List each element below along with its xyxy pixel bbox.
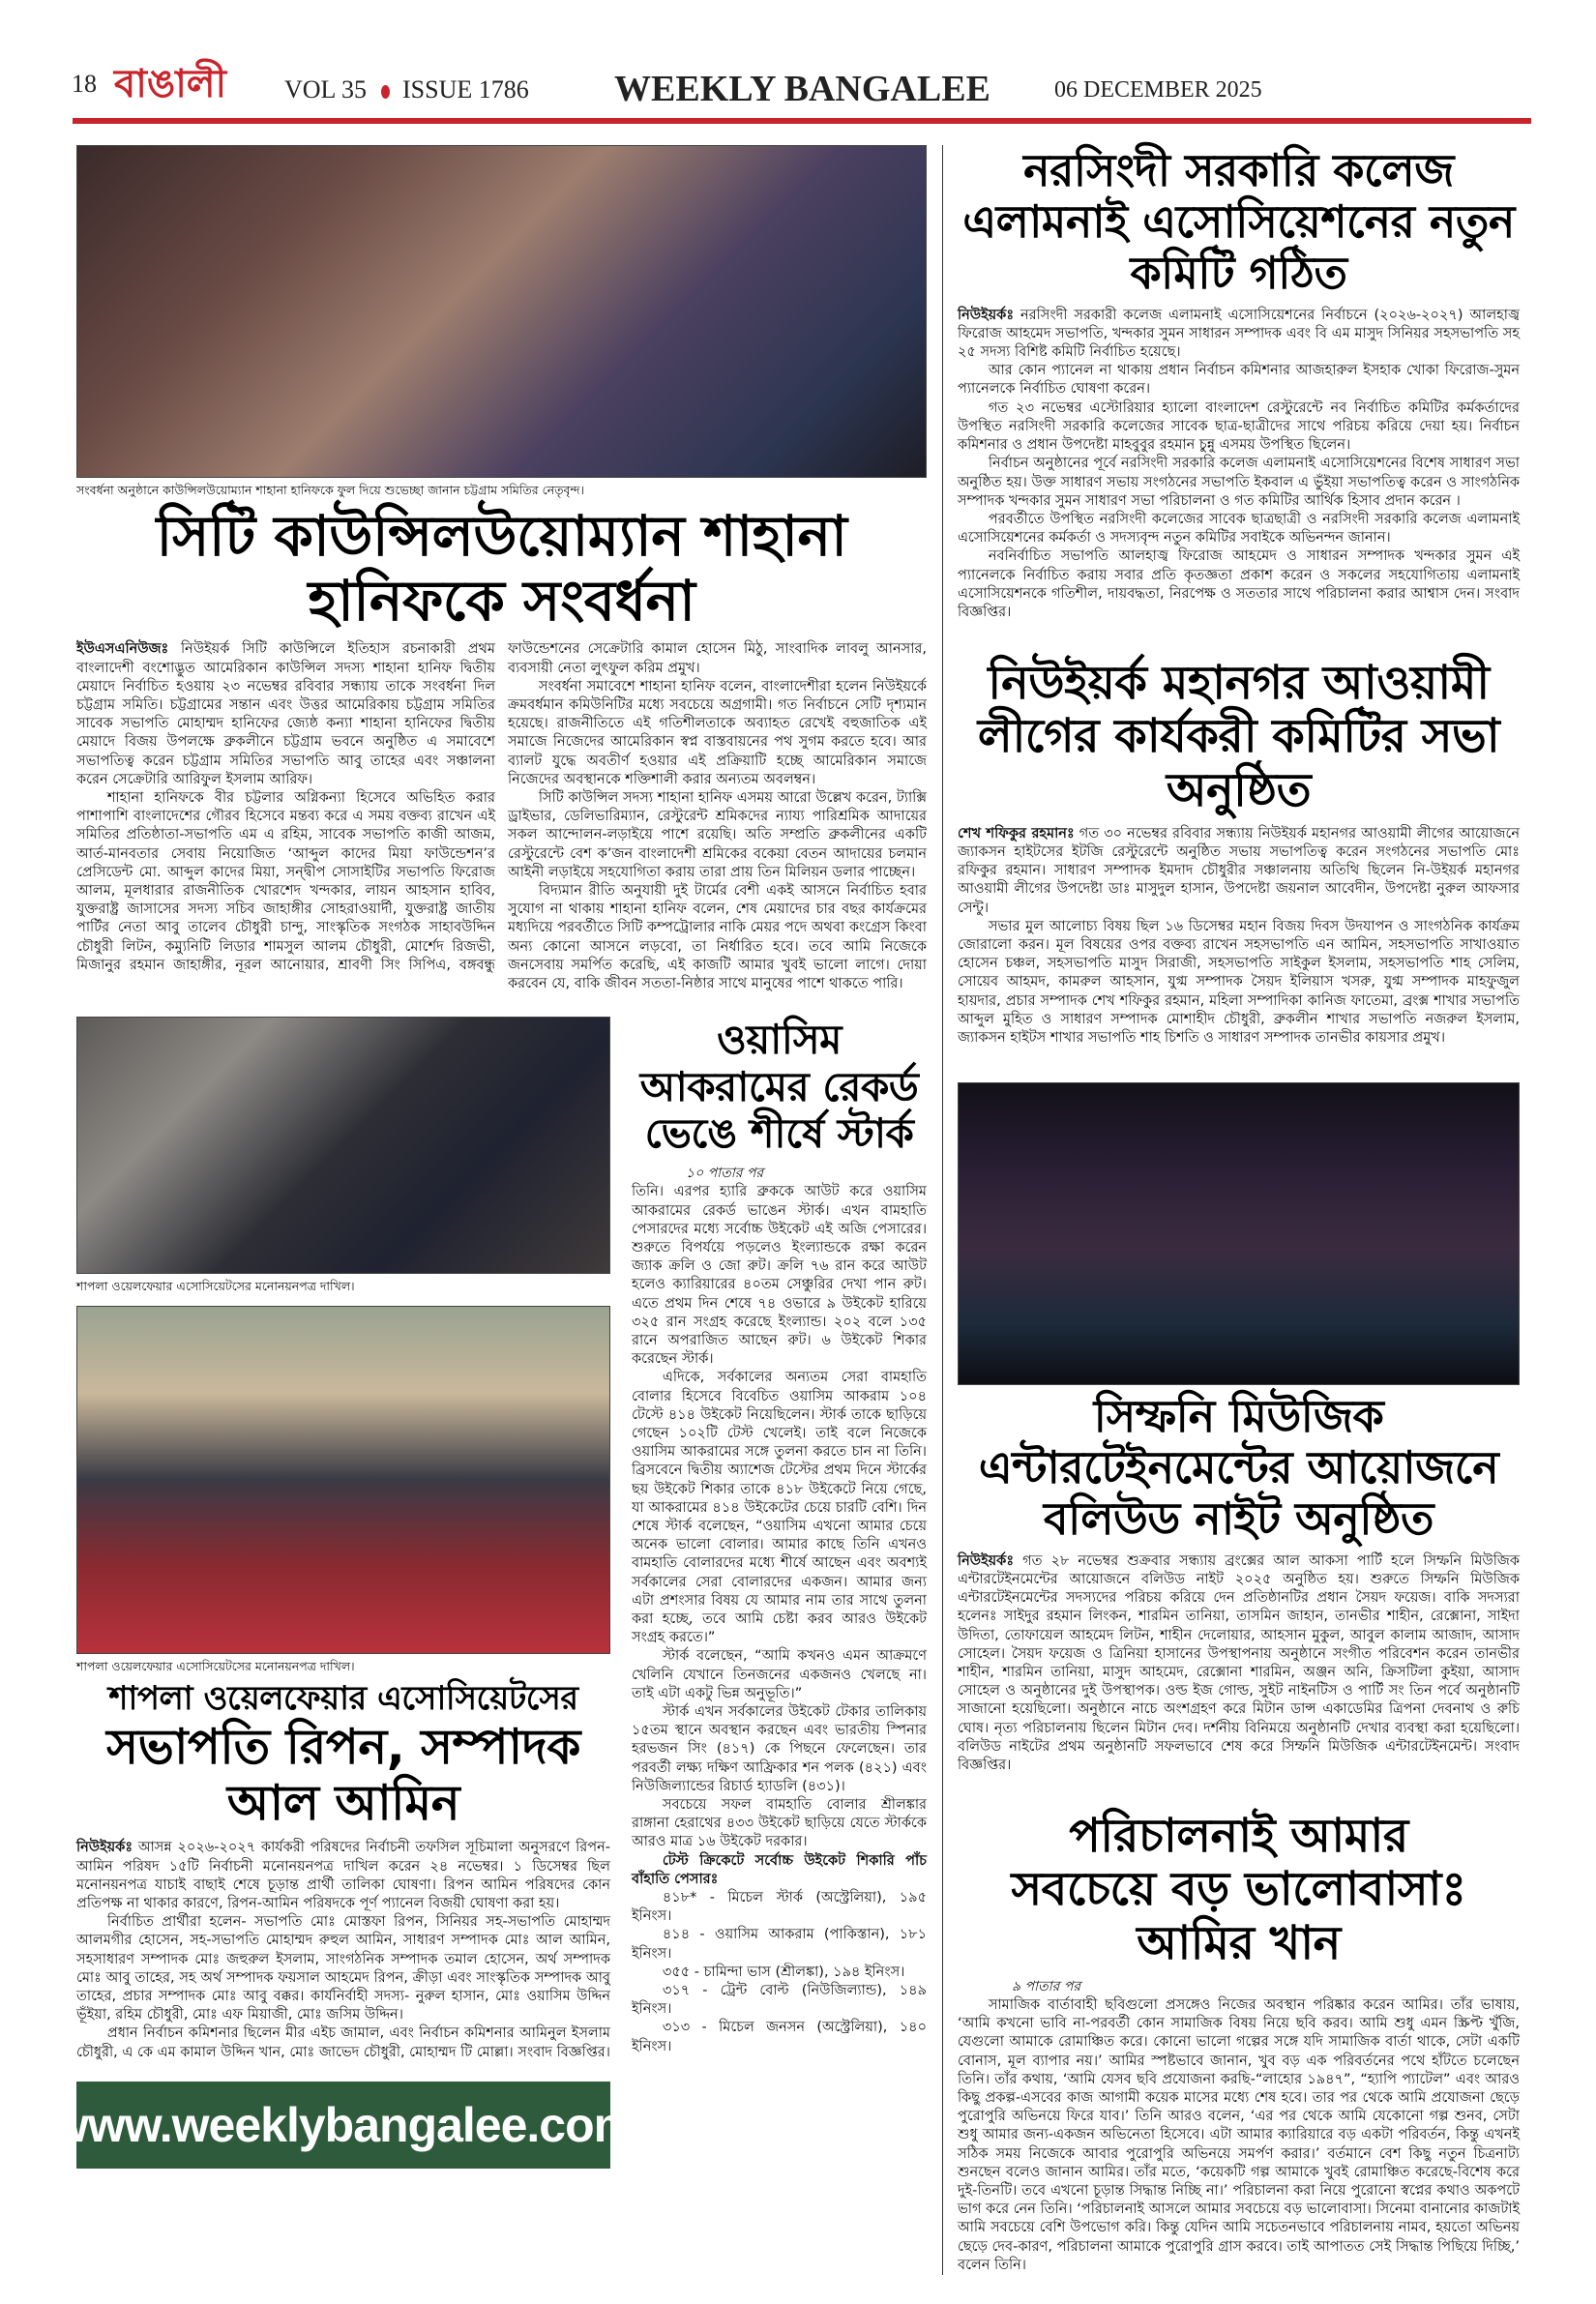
left-area xyxy=(50,145,927,2169)
paragraph: প্রধান নির্বাচন কমিশনার ছিলেন মীর এইচ জামাল, এবং নির্বাচন কমিশনার আমিনুল ইসলাম চৌধুরী, এ কে এম কামাল উদ্দিন খান, মোঃ জাভেদ চৌধুরী, মোহাম্মদ টি মোল্লা। সংবাদ বিজ্ঞপ্তির। xyxy=(76,2025,610,2060)
headline-shapla-top: শাপলা ওয়েলফেয়ার এসোসিয়েটসের xyxy=(108,1679,578,1719)
photo-bollywood-night xyxy=(958,1082,1520,1385)
shapla-column xyxy=(50,1017,636,2169)
volume: VOL 35 xyxy=(284,75,367,103)
paragraph: গত ২৮ নভেম্বর শুক্রবার সন্ধ্যায় ব্রংক্সের আল আকসা পার্টি হলে সিম্ফনি মিউজিক এন্টারটেইনমেন্টের আয়োজনে বলিউড নাইট ২০২৫ অনুষ্ঠিত হয়। শুরুতে সিম্ফনি মিউজিক এন্টারটেইনমেন্টের সদস্যদের পরিচয় করিয়ে দেন প্রতিষ্ঠানটির প্রধান সৈয়দ ফয়েজ। বাকি সদস্যরা হলেনঃ সাইদুর রহমান লিংকন, শারমিন তানিয়া, তাসমিন জাহান, তানভীর শাহীন, রেক্সোনা, সাইদা উদিতা, তোফায়েল আহমেদ লিটন, শাহীন দেলোয়ার, আহসান মুকুল, আবুল কালাম আজাদ, আসাদ সোহেল। সৈয়দ ফয়েজ ও ত্রিনিয়া হাসানের উপস্থাপনায় অনুষ্ঠানে সংগীত পরিবেশন করেন তানভীর শাহীন, শারমিন তানিয়া, মাসুদ আহমেদ, রেক্সোনা শারমিন, অঞ্জন অনি, ক্রিসটিলা কুইয়া, আসাদ সোহেল ও অনুষ্ঠানের দুই উপস্থাপক। ওল্ড ইজ গোল্ড, সুইট নাইনটিস ও পার্টি সং তিন পর্বে অনুষ্ঠানটি সাজানো হয়েছিলো। অনুষ্ঠানে নাচে অংশগ্রহণ করে মিটান ডান্স একাডেমির ত্রিপনা দেবনাথ ও রুচি ঘোষ। নৃত্য পরিচালনায় ছিলেন মিটান দেব। দর্শনীয় বিনিময়ে অনুষ্ঠানটি দেখার ব্যবস্থা করা হয়েছিলো। বলিউড নাইটের প্রথম অনুষ্ঠানটি সফলভাবে শেষ করে সিম্ফনি মিউজিক এন্টারটেইনমেন্ট। সংবাদ বিজ্ঞপ্তির। xyxy=(958,1552,1520,1774)
header-rule xyxy=(73,118,1531,124)
article-body-shapla xyxy=(76,1839,610,2061)
starc-column xyxy=(632,1017,927,2056)
paragraph: তিনি। এরপর হ্যারি ব্রুককে আউট করে ওয়াসিম আকরামের রেকর্ড ভাঙেন স্টার্ক। এখন বামহাতি পেসারদের মধ্যে সর্বোচ্চ উইকেট এই অজি পেসারের। শুরুতে বিপর্যয়ে পড়লেও ইংল্যান্ডকে রক্ষা করেন জ্যাক ক্রলি ও জো রুট। ক্রলি ৭৬ রান করে আউট হলেও ক্যারিয়ারের ৪০তম সেঞ্চুরির দেখা পান রুট। এতে প্রথম দিন শেষে ৭৪ ওভারে ৯ উইকেট হারিয়ে ৩২৫ রান সংগ্রহ করেছে ইংল্যান্ড। ২০২ বলে ১৩৫ রানে অপরাজিত আছেন রুট। ৬ উইকেট শিকার করেছেন স্টার্ক। xyxy=(632,1184,927,1368)
paragraph: নবনির্বাচিত সভাপতি আলহাজ্ব ফিরোজ আহমেদ ও সাধারন সম্পাদক খন্দকার সুমন এই প্যানেলকে নির্বাচিত করায় সবার প্রতি কৃতজ্ঞতা প্রকাশ করেন ও সকলের সহযোগিতায় এলামনাই এসোসিয়েশনকে গতিশীল, দায়বদ্ধতা, নিরপেক্ষ ও সততার সাথে পরিচালনা করার আশ্বাস দেন। সংবাদ বিজ্ঞপ্তির। xyxy=(958,548,1520,620)
paragraph: আসন্ন ২০২৬-২০২৭ কার্যকরী পরিষদের নির্বাচনী তফসিল সূচিমালা অনুসরণে রিপন-আমিন পরিষদ ১৫টি নির্বাচনী মনোনয়নপত্র দাখিল করেন ২৪ নভেম্বর। ১ ডিসেম্বর ছিল মনোনয়নপত্র যাচাই বাছাই শেষে চূড়ান্ত প্রার্থী তালিকা ঘোষণা। রিপন আমিন পরিষদের কোন প্রতিপক্ষ না থাকার কারণে, রিপন-আমিন পরিষদকে পূর্ণ প্যানেল বিজয়ী ঘোষণা করা হয়। xyxy=(76,1840,610,1911)
paragraph: গত ৩০ নভেম্বর রবিবার সন্ধ্যায় নিউইয়র্ক মহানগর আওয়ামী লীগের আয়োজনে জ্যাকসন হাইটসের ইটজি রেস্টুরেন্টে অনুষ্ঠিত সভায় সভাপতিত্ব করেন সংগঠনের সভাপতি মোঃ রফিকুর রহমান। সাধারণ সম্পাদক ইমদাদ চৌধুরীর সঞ্চালনায় অতিথি ছিলেন নি-উইয়র্ক মহানগর আওয়ামী লীগের উপদেষ্টা ডাঃ মাসুদুল হাসান, উপদেষ্টা জয়নাল আবেদীন, উপদেষ্টা নুরুল আফসার সেন্টু। xyxy=(958,825,1521,916)
photo-caption: শাপলা ওয়েলফেয়ার এসোসিয়েটসের মনোনয়নপত্র দাখিল। xyxy=(76,1659,355,1674)
paragraph: এদিকে, সর্বকালের অন্যতম সেরা বামহাতি বোলার হিসেবে বিবেচিত ওয়াসিম আকরাম ১০৪ টেস্টে ৪১৪ উইকেট নিয়েছিলেন। স্টার্ক তাকে ছাড়িয়ে গেছেন ১০২টি টেস্ট খেলেই। তাই বলে নিজেকে ওয়াসিম আকরামের সঙ্গে তুলনা করতে চান না তিনি। ব্রিসবেনে দ্বিতীয় অ্যাশেজ টেস্টের প্রথম দিনে স্টার্কের ছয় উইকেট শিকার তাকে ৪১৮ উইকেটে নিয়ে গেছে, যা আকরামের ৪১৪ উইকেটের চেয়ে চারটি বেশি। দিন শেষে স্টার্ক বলেছেন, “ওয়াসিম এখনো আমার চেয়ে অনেক ভালো বোলার। আমার কাছে তিনি এখনও বামহাতি বোলারদের মধ্যে শীর্ষে আছেন এবং অবশ্যই সর্বকালের সেরা বোলারদের একজন। আমার জন্য এটা প্রশংসার বিষয় যে আমার নাম তার সাথে তুলনা করা হচ্ছে, তবে আমি চেষ্টা করব আরও উইকেট সংগ্রহ করতে।” xyxy=(632,1370,927,1646)
paragraph: বিদ্যমান রীতি অনুযায়ী দুই টার্মের বেশী একই আসনে নির্বাচিত হবার সুযোগ না থাকায় শাহানা হানিফ বলেন, শেষ মেয়াদের চার বছর কার্যক্রমের মধ্যদিয়ে পরবর্তীতে সিটি কম্পট্রোলার নাকি মেয়র পদে অথবা কংগ্রেস কিংবা অন্য কোনো আসনে লড়বো, তা নির্ধারিত হবে। তবে আমি নিজেকে জনসেবায় সমর্পিত করেছি, এই কাজটি আমার খুবই ভালো লাগে। দোয়া করবেন যে, বাকি জীবন সততা-নিষ্ঠার সাথে মানুষের পাশে থাকতে পারি। xyxy=(508,883,927,992)
dateline: নিউইয়র্কঃ xyxy=(958,1552,1015,1569)
list-item: ৪১৮* - মিচেল স্টার্ক (অস্ট্রেলিয়া), ১৯৫ ইনিংস। xyxy=(632,1890,927,1925)
headline-awami-league: নিউইয়র্ক মহানগর আওয়ামী লীগের কার্যকরী কমিটির সভা অনুষ্ঠিত xyxy=(977,656,1500,817)
issue: ISSUE 1786 xyxy=(402,75,529,103)
headline-shahana: সিটি কাউন্সিলউয়োম্যান শাহানা হানিফকে সংবর্ধনা xyxy=(156,503,847,634)
paragraph: নির্বাচন অনুষ্ঠানের পূর্বে নরসিংদী সরকারি কলেজ এলামনাই এসোসিয়েশনের বিশেষ সাধারণ সভা অনুষ্ঠিত হয়। উক্ত সাধারণ সভায় সংগঠনের সভাপতি ইকবাল এ ভুঁইয়া সভাপতিত্ব করেন ও সাংগঠনিক সম্পাদক খন্দকার সুমন সাধারণ সভা পরিচালনা ও গত কমিটির আর্থিক হিসাব প্রদান করেন । xyxy=(958,456,1520,509)
article-body-awami-league xyxy=(958,825,1520,1048)
paragraph: স্টার্ক এখন সর্বকালের উইকেট টেকার তালিকায় ১৫তম স্থানে অবস্থান করছেন এবং ভারতীয় স্পিনার হরভজন সিং (৪১৭) কে পিছনে ফেলেছেন। তার পরবর্তী লক্ষ্য দক্ষিণ আফ্রিকার শন পলক (৪২১) এবং নিউজিল্যান্ডের রিচার্ড হ্যাডলি (৪৩১)। xyxy=(632,1704,927,1794)
page-number: 18 xyxy=(72,70,97,98)
paragraph: নরসিংদী সরকারী কলেজ এলামনাই এসোসিয়েশনের নির্বাচনে (২০২৬-২০২৭) আলহাজ্ব ফিরোজ আহমেদ সভাপতি, খন্দকার সুমন সাধারন সম্পাদক এবং বি এম মাসুদ সিনিয়র সহসভাপতি সহ ২৫ সদস্য বিশিষ্ট কমিটি নির্বাচিত হয়েছে। xyxy=(958,307,1520,361)
right-area xyxy=(942,145,1520,2275)
paragraph: টেস্ট ক্রিকেটে সর্বোচ্চ উইকেট শিকারি পাঁচ বাঁহাতি পেসারঃ xyxy=(632,1852,927,1887)
headline-shapla-main: সভাপতি রিপন, সম্পাদক আল আমিন xyxy=(106,1719,580,1831)
paragraph: নির্বাচিত প্রার্থীরা হলেন- সভাপতি মোঃ মোস্তফা রিপন, সিনিয়র সহ-সভাপতি মোহাম্মদ আলমগীর হোসেন, সহ-সভাপতি মোহাম্মদ রুহুল আমিন, সাধারণ সম্পাদক মোঃ আল আমিন, সহসাধারণ সম্পাদক মোঃ জহুরুল ইসলাম, সাংগঠনিক সম্পাদক তমাল হোসেন, অর্থ সম্পাদক মোঃ আবু তাহের, সহ অর্থ সম্পাদক ফয়সাল আহমেদ রিপন, ক্রীড়া এবং সাংস্কৃতিক সম্পাদক আবু তাহের, প্রচার সম্পাদক মোঃ আবু বক্কর। কার্যনির্বাহী সদস্য- নুরুল হাসান, মোঃ ওয়াসিম উদ্দিন ভূঁইয়া, রহিম চৌধুরী, মোঃ এফ মিয়াজী, মোঃ জসিম উদ্দিন। xyxy=(76,1914,610,2023)
photo-shapla-nomination-2 xyxy=(76,1306,610,1654)
jump-line: ৯ পাতার পর xyxy=(1012,1978,1081,1994)
article-body-bollywood-night xyxy=(958,1552,1520,1775)
paragraph: শাহানা হানিফকে বীর চট্টলার অগ্নিকন্যা হিসেবে অভিহিত করার পাশাপাশি বাংলাদেশের গৌরব হিসেবে মন্তব্য করে এ সময় বক্তব্য রাখেন এই সমিতির প্রতিষ্ঠাতা-সভাপতি এম এ রহিম, সাবেক সভাপতি কাজী আজম, আর্ত-মানবতার সেবায় নিয়োজিত ‘আব্দুল কাদের মিয়া ফাউন্ডেশন’র প্রেসিডেন্ট মো. আব্দুল কাদের মিয়া, সন্দ্বীপ সোসাইটির সভাপতি ফিরোজ আলম, মূলধারার রাজনীতিক খোরশেদ খন্দকার, লায়ন আহসান হাবিব, যুক্তরাষ্ট্র জাসাসের সদস্য সচিব জাহাঙ্গীর সোহরাওয়ার্দী, যুক্তরাষ্ট্র জাতীয় পার্টির নেতা আবু তালেব চৌধুরী চান্দু, সাংস্কৃতিক সংগঠক সাহাবউদ্দিন চৌধুরী লিটন, কম্যুনিটি লিডার শামসুল আলম চৌধুরী, মোর্শেদ রিজভী, মিজানুর রহমান জাহাঙ্গীর, নূরল আনোয়ার, শ্রাবণী সিং সিপিএ, বঙ্গবন্ধু ফাউন্ডেশনের সেক্রেটারি কামাল হোসেন মিঠু, সাংবাদিক লাবলু আনসার, ব্যবসায়ী নেতা লুৎফুল করিম প্রমুখ। xyxy=(76,641,927,973)
paragraph: স্টার্ক বলেছেন, “আমি কখনও এমন আক্রমণে খেলিনি যেখানে তিনজনের একজনও খেলছে না। তাই এটা একটু ভিন্ন অনুভূতি।” xyxy=(632,1648,927,1701)
lower-left-row xyxy=(50,1016,927,2169)
article-body-narsingdi xyxy=(958,307,1520,622)
paragraph: নিউইয়র্ক সিটি কাউন্সিলে ইতিহাস রচনাকারী প্রথম বাংলাদেশী বংশোদ্ভুত আমেরিকান কাউন্সিল সদস্য শাহানা হানিফ দ্বিতীয় মেয়াদে নির্বাচিত হওয়ায় ২৩ নভেম্বর রবিবার সন্ধ্যায় তাকে সংবর্ধনা দিল চট্টগ্রাম সমিতি। চট্টগ্রামের সন্তান এবং উত্তর আমেরিকায় চট্টগ্রাম সমিতির সাবেক সভাপতি মোহাম্মদ হানিফের জ্যেষ্ঠ কন্যা শাহানা হানিফের দ্বিতীয় মেয়াদে বিজয় উপলক্ষে ব্রুকলীনে চট্টগ্রাম ভবনে অনুষ্ঠিত এ সমাবেশে সভাপতিত্ব করেন চট্টগ্রাম সমিতির সভাপতি আবু তাহের এবং সঞ্চালনা করেন সেক্রেটারি আরিফুল ইসলাম আরিফ। xyxy=(76,641,495,787)
dateline: শেখ শফিকুর রহমানঃ xyxy=(958,825,1075,842)
headline-bollywood-night: সিম্ফনি মিউজিক এন্টারটেইনমেন্টের আয়োজনে বলিউড নাইট অনুষ্ঠিত xyxy=(978,1390,1499,1545)
paragraph: সবচেয়ে সফল বামহাতি বোলার শ্রীলঙ্কার রাঙ্গানা হেরাথের ৪৩৩ উইকেট ছাড়িয়ে যেতে স্টার্ককে আরও মাত্র ১৬ উইকেট দরকার। xyxy=(632,1797,927,1850)
paragraph: সভার মুল আলোচ্য বিষয় ছিল ১৬ ডিসেম্বর মহান বিজয় দিবস উদযাপন ও সাংগঠনিক কার্যক্রম জোরালো করন। মূল বিষয়ের ওপর বক্তব্য রাখেন সহসভাপতি এন আমিন, সহসভাপতি সাখাওয়াত হোসেন চঞ্চল, সহসভাপতি মাসুদ সিরাজী, সহসভাপতি সাইকুল ইসলাম, সহসভাপতি শাহ সেলিম, সোয়েব আহমদ, কামরুল আহসান, যুগ্ম সম্পাদক সৈয়দ ইলিয়াস খসরু, যুগ্ম সম্পাদক মাহফুজুল হায়দার, প্রচার সম্পাদক শেখ শফিকুর রহমান, মহিলা সম্পাদিকা কানিজ ফাতেমা, ব্রংক্স শাখার সভাপতি আব্দুল মুহিত ও সাধারণ সম্পাদক মোশাহীদ চৌধুরী, ব্রুকলীন শাখার সভাপতি নজরুল ইসলাম, জ্যাকসন হাইটস শাখার সভাপতি শাহ চিশতি ও সাধারণ সম্পাদক তানভীর কায়সার প্রমুখ। xyxy=(958,918,1520,1046)
headline-aamir-khan: পরিচালনাই আমার সবচেয়ে বড় ভালোবাসাঃ আমির খান xyxy=(1011,1809,1466,1970)
masthead-logo: বাঙালী xyxy=(114,62,227,106)
paragraph: সংবর্ধনা সমাবেশে শাহানা হানিফ বলেন, বাংলাদেশীরা হলেন নিউইয়র্কে ক্রমবর্ধমান কমিউনিটির মধ্যে সবচেয়ে অগ্রগামী। গত নির্বাচনে সেটি দৃশ্যমান হয়েছে। রাজনীতিতে এই গতিশীলতাকে অব্যাহত রেখেই বহুজাতিক এই সমাজে নিজেদের আমেরিকান স্বপ্ন বাস্তবায়নের পথ সুগম করতে হবে। আর ব্যালট যুদ্ধে অবতীর্ণ হওয়ার এই প্রক্রিয়াটি হচ্ছে আমেরিকান সমাজে নিজেদের অবস্থানকে শক্তিশালী করার অন্যতম অবলম্বন। xyxy=(508,678,927,787)
photo-shapla-nomination-1 xyxy=(76,1017,610,1274)
headline-narsingdi: নরসিংদী সরকারি কলেজ এলামনাই এসোসিয়েশনের নতুন কমিটি গঠিত xyxy=(962,144,1515,299)
newspaper-title: WEEKLY BANGALEE xyxy=(614,69,990,109)
issue-date: 06 DECEMBER 2025 xyxy=(1054,77,1262,103)
paragraph: সিটি কাউন্সিল সদস্য শাহানা হানিফ এসময় আরো উল্লেখ করেন, ট্যাক্সি ড্রাইভার, ডেলিভারিম্যান, রেস্টুরেন্ট শ্রমিকদের ন্যায্য পারিশ্রমিক আদায়ের সকল আন্দোলন-লড়াইয়ে পাশে রয়েছি। অতি সম্প্রতি ব্রুকলীনের একটি রেস্টুরেন্টে বেশ ক’জন বাংলাদেশী শ্রমিকের বকেয়া বেতন আদায়ের চলমান আইনী লড়াইয়ে সহযোগিতা করায় তারা প্রায় তিন মিলিয়ন ডলার পাচ্ছেন। xyxy=(508,790,927,880)
jump-line: ১০ পাতার পর xyxy=(686,1166,764,1182)
list-item: ৩১৩ - মিচেল জনসন (অস্ট্রেলিয়া), ১৪০ ইনিংস। xyxy=(632,2020,927,2054)
paragraph: আর কোন প্যানেল না থাকায় প্রধান নির্বাচন কমিশনার আজহারুল ইসহাক খোকা ফিরোজ-সুমন প্যানেলকে নির্বাচিত ঘোষণা করেন। xyxy=(958,363,1520,398)
list-item: ৩১৭ - ট্রেন্ট বোল্ট (নিউজিল্যান্ড), ১৪৯ ইনিংস। xyxy=(632,1983,927,2018)
paragraph: সামাজিক বার্তাবাহী ছবিগুলো প্রসঙ্গেও নিজের অবস্থান পরিষ্কার করেন আমির। তাঁর ভাষায়, ‘আমি কখনো ভাবি না-পরবর্তী কোন সামাজিক বিষয় নিয়ে ছবি করব। আমি শুধু এমন স্ক্রিপ্ট খুঁজি, যেগুলো আমাকে রোমাঞ্চিত করে। কোনো ভালো গল্পের সঙ্গে যদি সামাজিক বার্তা থাকে, সেটা একটি বোনাস, মূল ব্যাপার নয়।’ আমির স্পষ্টভাবে জানান, খুব বড় এক পরিবর্তনের পথে হাঁটতে চলেছেন তিনি। তাঁর কথায়, ‘আমি যেসব ছবি প্রযোজনা করছি-“লাহোর ১৯৪৭”, “হ্যাপি প্যাটেল” এবং আরও কিছু প্রকল্প-এসবের কাজ আগামী কয়েক মাসের মধ্যে শেষ হবে। তার পর থেকে আমি প্রযোজনা ছেড়ে পুরোপুরি অভিনয়ে ফিরে যাব।’ তিনি আরও বলেন, ‘এর পর থেকে আমি যেকোনো গল্প শুনব, সেটা শুধু আমার জন্য-একজন অভিনেতা হিসেবে। এটা আমার ক্যারিয়ারে বড় একটা পরিবর্তন, কিন্তু এখনই সঠিক সময় নিজেকে আবার পুরোপুরি অভিনয়ে সমর্পণ করার।’ বর্তমানে বেশ কিছু নতুন চিত্রনাট্য শুনছেন বলেও জানান আমির। তাঁর মতে, ‘কয়েকটি গল্প আমাকে খুবই রোমাঞ্চিত করেছে-বিশেষ করে দুই-তিনটি। তবে এখনো চূড়ান্ত সিদ্ধান্ত নিচ্ছি না।’ পরিচালনা করা নিয়ে পুরোনো স্বপ্নের কথাও অকপটে ভাগ করে নেন তিনি। ‘পরিচালনাই আসলে আমার সবচেয়ে বড় ভালোবাসা। সিনেমা বানানোর কাজটাই আমি সবচেয়ে বেশি উপভোগ করি। কিন্তু যেদিন আমি সচেতনভাবে পরিচালনায় নামব, হয়তো অভিনয় ছেড়ে দেব-কারণ, পরিচালনা আমাকে পুরোপুরি গ্রাস করবে। তাই আপাতত সেই সিদ্ধান্ত পিছিয়ে দিচ্ছি,’ বলেন তিনি। xyxy=(958,1997,1520,2273)
dateline: ইউএসএনিউজঃ xyxy=(76,641,169,658)
dateline: নিউইয়র্কঃ xyxy=(76,1840,133,1856)
photo-caption: সংবর্ধনা অনুষ্ঠানে কাউন্সিলউয়োম্যান শাহানা হানিফকে ফুল দিয়ে শুভেচ্ছা জানান চট্টগ্রাম সমিতির নেতৃবৃন্দ। xyxy=(76,483,585,497)
list-item: ৩৫৫ - চামিন্দা ভাস (শ্রীলঙ্কা), ১৯৪ ইনিংস। xyxy=(662,1964,905,1980)
photo-shahana-reception xyxy=(76,145,927,478)
paragraph: পরবর্তীতে উপস্থিত নরসিংদী কলেজের সাবেক ছাত্রছাত্রী ও নরসিংদী সরকারি কলেজ এলামনাই এসোসিয়েশনের কর্মকর্তা ও সদস্যবৃন্দ নতুন কমিটির সবাইকে অভিনন্দন জানান। xyxy=(958,511,1520,546)
separator-dot xyxy=(381,85,390,99)
article-body-shahana xyxy=(76,640,927,993)
article-body-starc xyxy=(632,1165,927,2056)
page-body xyxy=(50,144,1521,2304)
website-banner-link[interactable]: www.weeklybangalee.com xyxy=(76,2082,610,2169)
photo-caption: শাপলা ওয়েলফেয়ার এসোসিয়েটসের মনোনয়নপত্র দাখিল। xyxy=(76,1279,355,1294)
paragraph: গত ২৩ নভেম্বর এস্টোরিয়ার হ্যালো বাংলাদেশ রেস্টুরেন্টে নব নির্বাচিত কমিটির কর্মকর্তাদের উপস্থিত নরসিংদী সরকারি কলেজের সাবেক ছাত্র-ছাত্রীদের সাথে পরিচয় করিয়ে দেয়া হয়। নির্বাচন কমিশনার ও প্রধান উপদেষ্টা মাহবুবুর রহমান চুন্নু এসময় উপস্থিত ছিলেন। xyxy=(958,399,1520,454)
list-item: ৪১৪ - ওয়াসিম আকরাম (পাকিস্তান), ১৮১ ইনিংস। xyxy=(632,1927,927,1962)
dateline: নিউইয়র্কঃ xyxy=(958,307,1015,323)
article-body-aamir-khan xyxy=(958,1978,1520,2275)
headline-starc: ওয়াসিম আকরামের রেকর্ড ভেঙে শীর্ষে স্টার্ক xyxy=(639,1016,919,1157)
